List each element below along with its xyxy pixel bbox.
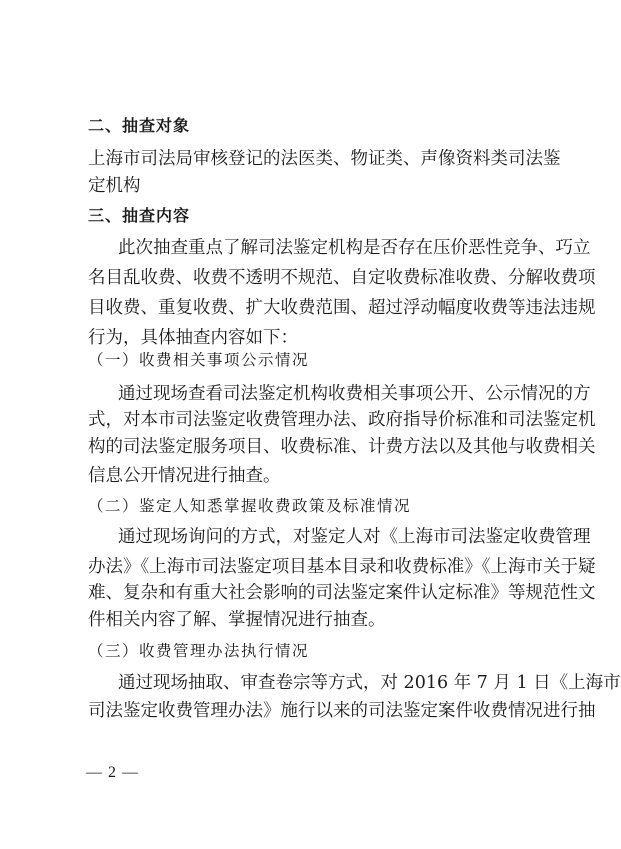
paragraph-line: 办法》《上海市司法鉴定项目基本目录和收费标准》《上海市关于疑 [88, 557, 596, 577]
paragraph-line: 通过现场询问的方式，对鉴定人对《上海市司法鉴定收费管理 [118, 527, 591, 547]
paragraph-line: 行为，具体抽查内容如下： [88, 328, 298, 348]
section2-heading: 二、抽查对象 [88, 116, 191, 135]
paragraph-line: 上海市司法局审核登记的法医类、物证类、声像资料类司法鉴 [88, 149, 561, 169]
paragraph-line: 信息公开情况进行抽查。 [88, 466, 281, 486]
paragraph-line: 式，对本市司法鉴定收费管理办法、政府指导价标准和司法鉴定机 [88, 410, 596, 430]
item2-heading: （二）鉴定人知悉掌握收费政策及标准情况 [88, 497, 412, 515]
paragraph-line: 目收费、重复收费、扩大收费范围、超过浮动幅度收费等违法违规 [88, 298, 596, 318]
paragraph-line: 名目乱收费、收费不透明不规范、自定收费标准收费、分解收费项 [88, 268, 596, 288]
paragraph-line: 定机构 [88, 176, 141, 196]
paragraph-line: 此次抽查重点了解司法鉴定机构是否存在压价恶性竞争、巧立 [118, 238, 591, 258]
paragraph-line: 司法鉴定收费管理办法》施行以来的司法鉴定案件收费情况进行抽 [88, 701, 596, 721]
item1-heading: （一）收费相关事项公示情况 [88, 351, 310, 369]
paragraph-line: 通过现场抽取、审查卷宗等方式，对 2016 年 7 月 1 日《上海市 [118, 673, 621, 693]
item3-heading: （三）收费管理办法执行情况 [88, 642, 310, 660]
paragraph-line: 件相关内容了解、掌握情况进行抽查。 [88, 610, 386, 630]
paragraph-line: 构的司法鉴定服务项目、收费标准、计费方法以及其他与收费相关 [88, 437, 596, 457]
paragraph-line: 难、复杂和有重大社会影响的司法鉴定案件认定标准》等规范性文 [88, 583, 596, 603]
page-number: — 2 — [86, 764, 139, 781]
section3-heading: 三、抽查内容 [88, 206, 191, 225]
paragraph-line: 通过现场查看司法鉴定机构收费相关事项公开、公示情况的方 [118, 384, 591, 404]
